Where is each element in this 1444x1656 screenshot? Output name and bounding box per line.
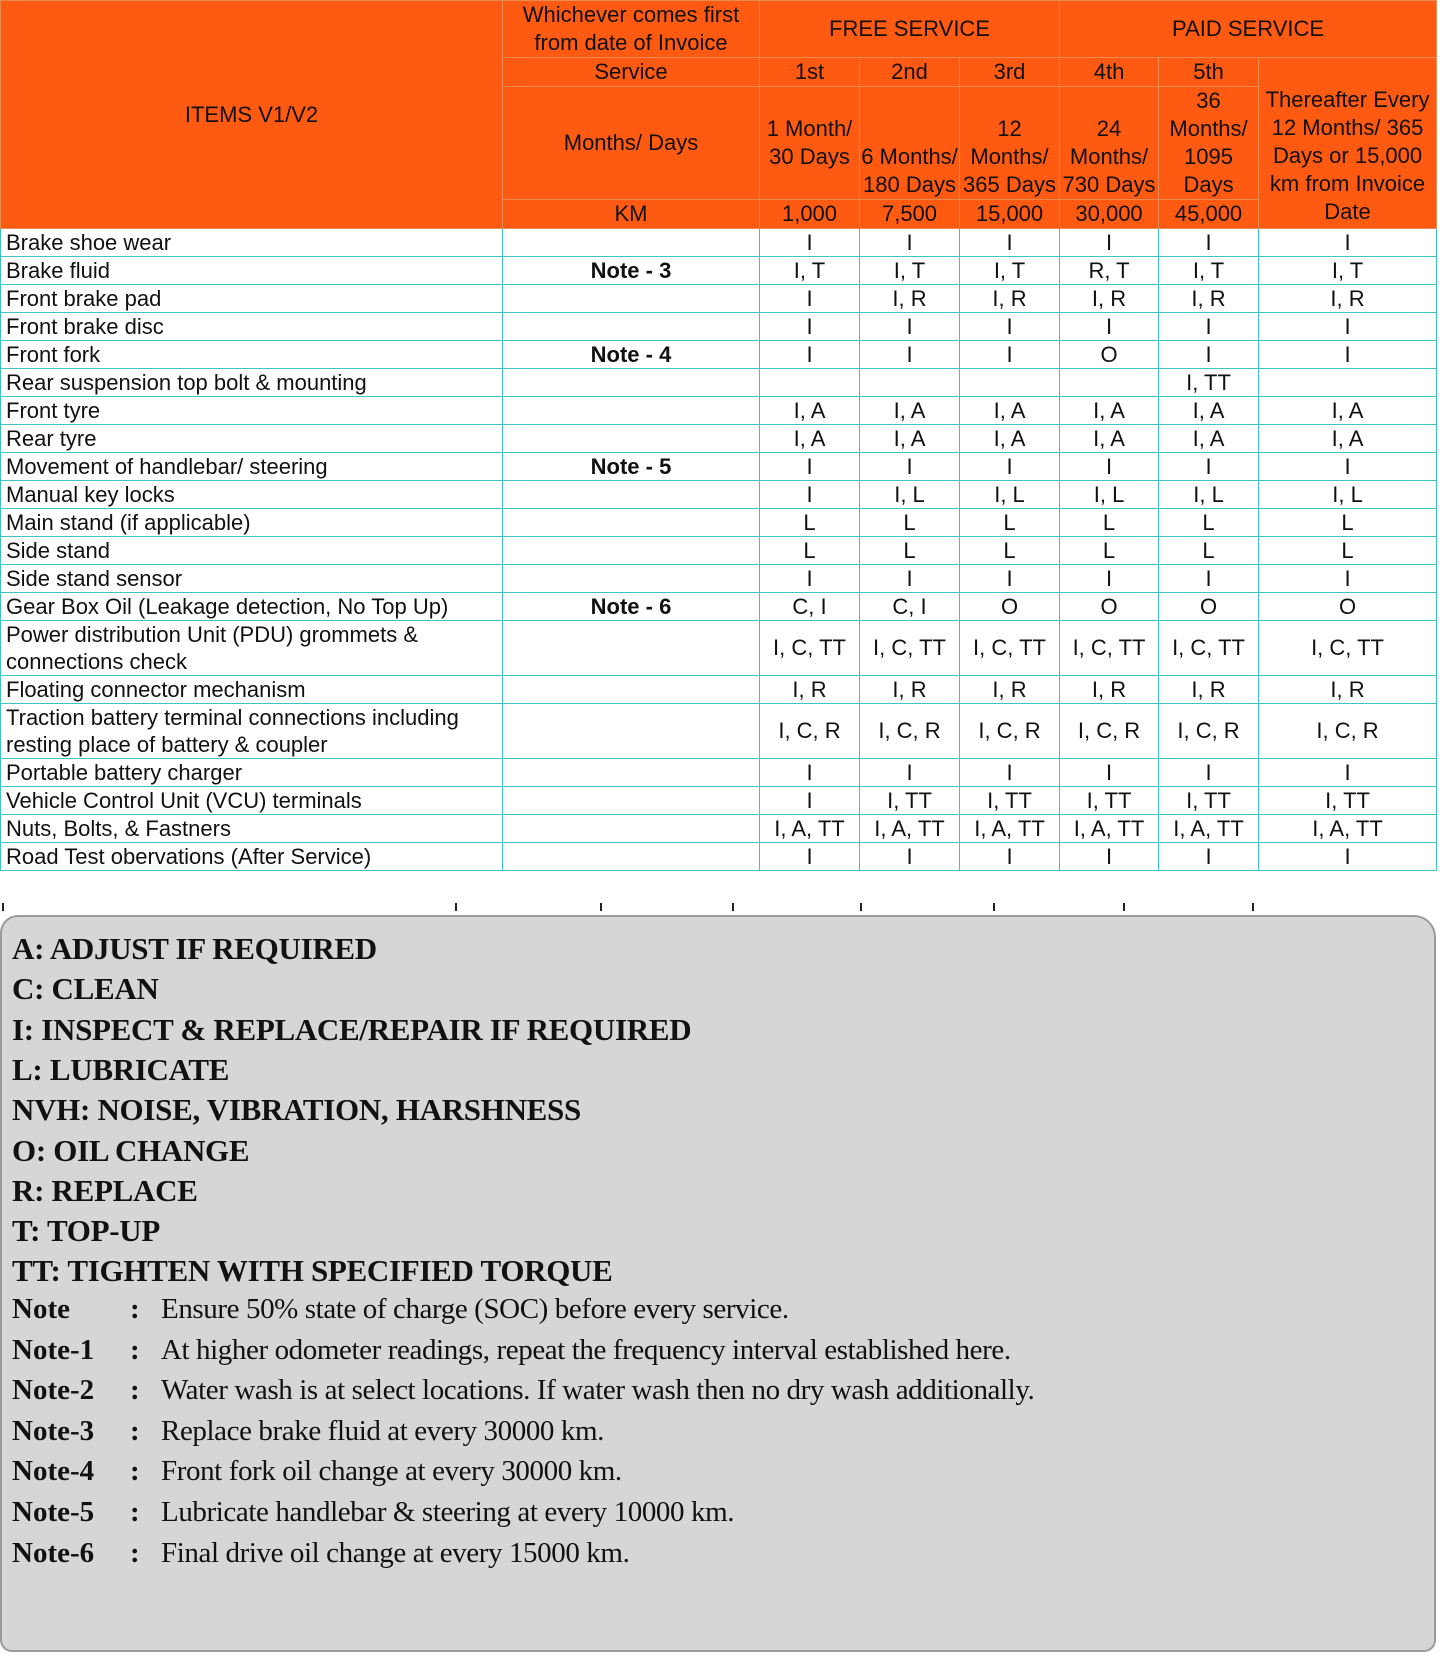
service-action-cell: I [860, 313, 960, 341]
table-row [1, 843, 1437, 871]
note-text: Lubricate handlebar & steering at every 10000 km. [161, 1496, 735, 1528]
km-label: KM [503, 200, 760, 229]
note-separator: : [130, 1293, 140, 1325]
service-action-cell: L [1159, 509, 1259, 537]
item-note [503, 565, 760, 593]
service-action-cell: I [1060, 565, 1159, 593]
note-label: Note-2 [12, 1374, 95, 1407]
service-action-cell: I, TT [860, 787, 960, 815]
note-label: Note-3 [12, 1414, 95, 1447]
table-row [1, 537, 1437, 565]
service-action-cell: I, R [1060, 285, 1159, 313]
service-action-cell: I [1060, 453, 1159, 481]
service-action-cell: I, C, TT [1259, 621, 1437, 676]
table-row [1, 481, 1437, 509]
service-action-cell: I, A [860, 397, 960, 425]
service-action-cell: I [960, 759, 1060, 787]
service-action-cell: I, L [960, 481, 1060, 509]
note-separator: : [130, 1333, 140, 1366]
legend-note [12, 1455, 1312, 1495]
service-action-cell: I [860, 229, 960, 257]
service-action-cell: O [960, 593, 1060, 621]
service-action-cell: I [1259, 313, 1437, 341]
table-row [1, 257, 1437, 285]
table-row [1, 341, 1437, 369]
legend-note [12, 1537, 1312, 1577]
service-action-cell: I, TT [1060, 787, 1159, 815]
legend-abbreviation: R: REPLACE [12, 1172, 198, 1208]
service-action-cell: I, C, R [1060, 704, 1159, 759]
service-action-cell: L [860, 509, 960, 537]
service-action-cell: I [760, 481, 860, 509]
legend-abbreviation: T: TOP-UP [12, 1213, 161, 1249]
service-label: Service [503, 58, 760, 87]
note-label: Note-5 [12, 1496, 95, 1528]
table-row [1, 229, 1437, 257]
service-interval-km: 1,000 [760, 200, 860, 229]
service-action-cell: I [960, 843, 1060, 871]
service-action-cell: I, C, TT [760, 621, 860, 676]
item-name: Side stand sensor [1, 565, 503, 593]
service-interval-months: 24 Months/ 730 Days [1060, 87, 1159, 200]
service-action-cell: I, TT [1159, 787, 1259, 815]
item-note [503, 537, 760, 565]
service-action-cell: I, C, TT [1159, 621, 1259, 676]
item-name: Vehicle Control Unit (VCU) terminals [1, 787, 503, 815]
service-action-cell: I, R [960, 285, 1060, 313]
service-action-cell: I, T [1159, 257, 1259, 285]
service-name: 2nd [860, 58, 960, 87]
service-interval-km: 30,000 [1060, 200, 1159, 229]
item-name: Brake fluid [1, 257, 503, 285]
service-action-cell: I [760, 341, 860, 369]
service-action-cell: I, A [1159, 397, 1259, 425]
service-action-cell: I, C, R [760, 704, 860, 759]
table-row [1, 621, 1437, 676]
service-action-cell: I, L [1259, 481, 1437, 509]
legend-abbreviation: L: LUBRICATE [12, 1051, 230, 1087]
service-action-cell: I, T [1259, 257, 1437, 285]
item-name: Nuts, Bolts, & Fastners [1, 815, 503, 843]
service-action-cell: I, A [960, 397, 1060, 425]
service-action-cell: I, A, TT [760, 815, 860, 843]
note-label: Note-1 [12, 1333, 95, 1366]
item-note [503, 481, 760, 509]
service-action-cell: I, A [760, 425, 860, 453]
note-text: Front fork oil change at every 30000 km. [161, 1455, 622, 1488]
item-name: Power distribution Unit (PDU) grommets & connections check [1, 621, 503, 676]
service-action-cell: I, TT [1259, 787, 1437, 815]
service-action-cell: R, T [1060, 257, 1159, 285]
service-action-cell: I, A, TT [960, 815, 1060, 843]
service-name: 3rd [960, 58, 1060, 87]
service-action-cell: I [1259, 341, 1437, 369]
item-note: Note - 5 [503, 453, 760, 481]
legend-panel [0, 915, 1436, 1652]
item-name: Floating connector mechanism [1, 676, 503, 704]
item-name: Portable battery charger [1, 759, 503, 787]
note-text: Final drive oil change at every 15000 km. [161, 1536, 630, 1569]
service-action-cell: I, L [1159, 481, 1259, 509]
service-action-cell: I, C, R [860, 704, 960, 759]
service-name: 1st [760, 58, 860, 87]
legend-note [12, 1415, 1312, 1455]
service-interval-km: 7,500 [860, 200, 960, 229]
service-action-cell: I [860, 759, 960, 787]
service-action-cell: I [1060, 843, 1159, 871]
item-note [503, 843, 760, 871]
service-action-cell: I, TT [1159, 369, 1259, 397]
service-action-cell: I, T [860, 257, 960, 285]
item-note [503, 759, 760, 787]
service-action-cell: I, C, TT [860, 621, 960, 676]
service-action-cell: I [760, 313, 860, 341]
service-interval-km: 15,000 [960, 200, 1060, 229]
service-action-cell: I [860, 453, 960, 481]
table-row [1, 509, 1437, 537]
service-action-cell: I [760, 759, 860, 787]
service-name: 5th [1159, 58, 1259, 87]
whichever-header: Whichever comes first from date of Invoice [503, 1, 760, 58]
service-action-cell: I, A [860, 425, 960, 453]
service-action-cell: I, R [1060, 676, 1159, 704]
service-action-cell: I, A [1060, 397, 1159, 425]
table-row [1, 704, 1437, 759]
table-row [1, 676, 1437, 704]
service-interval-months: 6 Months/ 180 Days [860, 87, 960, 200]
item-note [503, 676, 760, 704]
service-action-cell: L [860, 537, 960, 565]
service-action-cell: L [1159, 537, 1259, 565]
legend-note [12, 1496, 1312, 1536]
legend-abbreviation: TT: TIGHTEN WITH SPECIFIED TORQUE [12, 1253, 613, 1289]
service-action-cell: I [1159, 453, 1259, 481]
paid-service-header: PAID SERVICE [1060, 1, 1437, 58]
service-action-cell: I [960, 229, 1060, 257]
service-interval-km: 45,000 [1159, 200, 1259, 229]
note-separator: : [130, 1536, 140, 1569]
service-action-cell: I, A [1259, 397, 1437, 425]
service-action-cell: I, T [960, 257, 1060, 285]
service-action-cell: I [960, 565, 1060, 593]
service-action-cell: I, C, TT [1060, 621, 1159, 676]
thereafter-header: Thereafter Every 12 Months/ 365 Days or 15,000 km from Invoice Date [1259, 58, 1437, 229]
service-name: 4th [1060, 58, 1159, 87]
item-name: Brake shoe wear [1, 229, 503, 257]
service-action-cell: I, TT [960, 787, 1060, 815]
item-name: Front fork [1, 341, 503, 369]
table-row [1, 593, 1437, 621]
service-action-cell: I [960, 453, 1060, 481]
service-action-cell: I [1259, 229, 1437, 257]
months-days-label: Months/ Days [503, 87, 760, 200]
note-text: At higher odometer readings, repeat the frequency interval established here. [161, 1333, 1011, 1366]
service-action-cell: I [760, 565, 860, 593]
service-action-cell: I [760, 453, 860, 481]
item-note [503, 369, 760, 397]
service-action-cell: I [1259, 759, 1437, 787]
service-action-cell: I, A [1159, 425, 1259, 453]
service-action-cell: C, I [860, 593, 960, 621]
service-action-cell: I, R [1159, 676, 1259, 704]
table-row [1, 453, 1437, 481]
service-action-cell: I, R [760, 676, 860, 704]
service-action-cell: I [860, 843, 960, 871]
note-separator: : [130, 1414, 140, 1447]
service-action-cell: I [860, 565, 960, 593]
service-action-cell: I [960, 341, 1060, 369]
service-action-cell: O [1060, 341, 1159, 369]
service-action-cell: I [1259, 453, 1437, 481]
service-action-cell [960, 369, 1060, 397]
service-action-cell: I [960, 313, 1060, 341]
service-action-cell: I [1159, 843, 1259, 871]
item-name: Main stand (if applicable) [1, 509, 503, 537]
service-action-cell: I, R [1259, 285, 1437, 313]
service-action-cell: I, C, R [1259, 704, 1437, 759]
note-separator: : [130, 1374, 140, 1407]
note-text: Ensure 50% state of charge (SOC) before every service. [161, 1293, 789, 1325]
table-row [1, 787, 1437, 815]
item-name: Traction battery terminal connections including resting place of battery & coupler [1, 704, 503, 759]
item-note: Note - 3 [503, 257, 760, 285]
legend-abbreviation: A: ADJUST IF REQUIRED [12, 931, 377, 966]
service-interval-months: 1 Month/ 30 Days [760, 87, 860, 200]
note-label: Note-4 [12, 1455, 95, 1488]
service-action-cell: L [1060, 537, 1159, 565]
item-name: Gear Box Oil (Leakage detection, No Top Up) [1, 593, 503, 621]
legend-note [12, 1374, 1312, 1414]
service-action-cell: I [1159, 565, 1259, 593]
service-action-cell: I [1060, 759, 1159, 787]
note-label: Note [12, 1293, 70, 1325]
item-note [503, 815, 760, 843]
table-row [1, 565, 1437, 593]
service-action-cell: I [760, 229, 860, 257]
item-note [503, 621, 760, 676]
legend-abbreviation: NVH: NOISE, VIBRATION, HARSHNESS [12, 1092, 581, 1128]
service-action-cell: I, R [1259, 676, 1437, 704]
service-action-cell [860, 369, 960, 397]
note-label: Note-6 [12, 1536, 95, 1569]
service-action-cell: O [1060, 593, 1159, 621]
service-action-cell: I, L [1060, 481, 1159, 509]
item-name: Side stand [1, 537, 503, 565]
item-note: Note - 6 [503, 593, 760, 621]
service-action-cell: I [760, 285, 860, 313]
service-action-cell: I, A, TT [1060, 815, 1159, 843]
item-note [503, 229, 760, 257]
service-action-cell: L [1060, 509, 1159, 537]
service-action-cell: I, A, TT [860, 815, 960, 843]
table-row [1, 425, 1437, 453]
item-note: Note - 4 [503, 341, 760, 369]
item-name: Front tyre [1, 397, 503, 425]
service-action-cell: L [960, 537, 1060, 565]
item-name: Front brake disc [1, 313, 503, 341]
service-action-cell: I [1159, 313, 1259, 341]
table-row [1, 397, 1437, 425]
service-action-cell: I, C, TT [960, 621, 1060, 676]
item-note [503, 285, 760, 313]
items-header: ITEMS V1/V2 [1, 1, 503, 229]
service-action-cell: L [1259, 509, 1437, 537]
service-action-cell: I [1259, 565, 1437, 593]
service-action-cell: L [760, 509, 860, 537]
service-action-cell: O [1159, 593, 1259, 621]
item-name: Front brake pad [1, 285, 503, 313]
service-action-cell: I, A, TT [1159, 815, 1259, 843]
cropped-row-edge [0, 903, 1436, 913]
service-action-cell: I, C, R [1159, 704, 1259, 759]
table-row [1, 369, 1437, 397]
item-name: Manual key locks [1, 481, 503, 509]
note-text: Replace brake fluid at every 30000 km. [161, 1414, 604, 1447]
legend-abbreviation: C: CLEAN [12, 971, 159, 1007]
item-name: Rear tyre [1, 425, 503, 453]
service-action-cell: I, A [1060, 425, 1159, 453]
service-action-cell: I, R [960, 676, 1060, 704]
item-note [503, 313, 760, 341]
service-action-cell: I, A, TT [1259, 815, 1437, 843]
legend-abbreviation: O: OIL CHANGE [12, 1132, 250, 1168]
item-note [503, 425, 760, 453]
service-action-cell: I [1159, 759, 1259, 787]
service-action-cell: O [1259, 593, 1437, 621]
service-action-cell: I, A [760, 397, 860, 425]
service-action-cell: I [760, 787, 860, 815]
service-action-cell: I, T [760, 257, 860, 285]
service-action-cell: I, A [960, 425, 1060, 453]
service-interval-months: 12 Months/ 365 Days [960, 87, 1060, 200]
free-service-header: FREE SERVICE [760, 1, 1060, 58]
service-action-cell: I, R [860, 285, 960, 313]
legend-note [12, 1334, 1312, 1374]
service-action-cell: I [760, 843, 860, 871]
item-name: Movement of handlebar/ steering [1, 453, 503, 481]
note-separator: : [130, 1455, 140, 1488]
table-row [1, 313, 1437, 341]
note-separator: : [130, 1496, 140, 1528]
note-text: Water wash is at select locations. If water wash then no dry wash additionally. [161, 1374, 1035, 1407]
item-note [503, 397, 760, 425]
service-action-cell [760, 369, 860, 397]
item-note [503, 704, 760, 759]
service-interval-months: 36 Months/ 1095 Days [1159, 87, 1259, 200]
service-action-cell: L [760, 537, 860, 565]
legend-note [12, 1293, 1312, 1333]
service-action-cell: I [860, 341, 960, 369]
service-action-cell: I [1060, 313, 1159, 341]
item-name: Rear suspension top bolt & mounting [1, 369, 503, 397]
item-note [503, 509, 760, 537]
service-action-cell: I, A [1259, 425, 1437, 453]
service-action-cell: I [1159, 341, 1259, 369]
table-row [1, 759, 1437, 787]
service-action-cell: I [1060, 229, 1159, 257]
item-name: Road Test obervations (After Service) [1, 843, 503, 871]
item-note [503, 787, 760, 815]
service-action-cell: I, R [1159, 285, 1259, 313]
service-action-cell [1259, 369, 1437, 397]
service-action-cell: I [1159, 229, 1259, 257]
service-action-cell: I, R [860, 676, 960, 704]
legend-abbreviation: I: INSPECT & REPLACE/REPAIR IF REQUIRED [12, 1011, 692, 1047]
table-row [1, 285, 1437, 313]
service-action-cell: I, C, R [960, 704, 1060, 759]
service-action-cell [1060, 369, 1159, 397]
service-action-cell: I [1259, 843, 1437, 871]
service-action-cell: L [1259, 537, 1437, 565]
service-action-cell: L [960, 509, 1060, 537]
table-row [1, 815, 1437, 843]
service-action-cell: C, I [760, 593, 860, 621]
service-action-cell: I, L [860, 481, 960, 509]
